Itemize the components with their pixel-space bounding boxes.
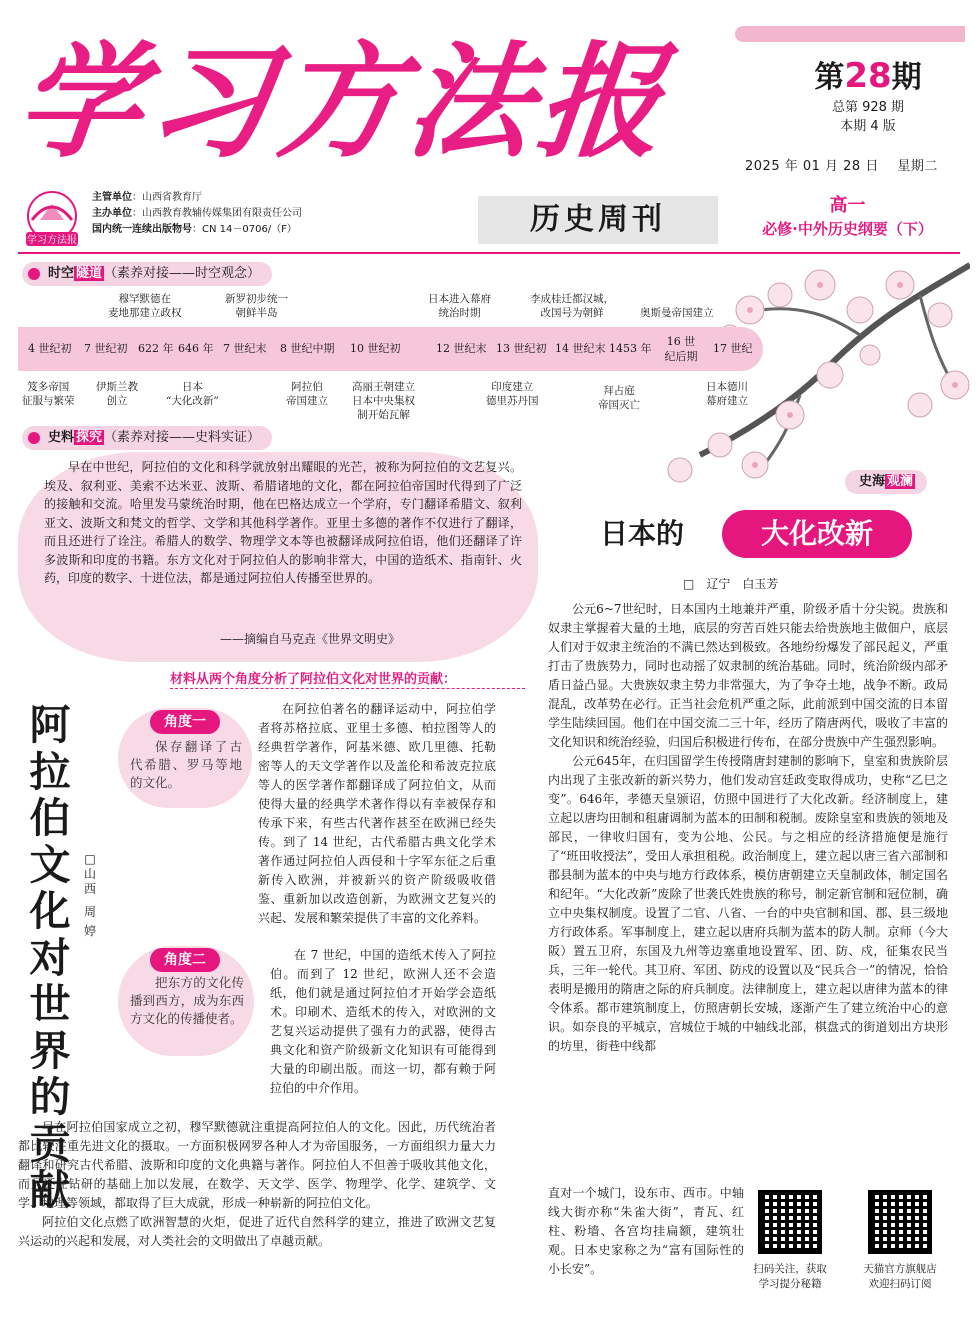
- qr-caption-left: 扫码关注，获取 学习提分秘籍: [753, 1263, 827, 1290]
- total-issue: 总第 928 期: [831, 100, 905, 115]
- timeline-label: 7 世纪初: [84, 342, 128, 355]
- angle-text-1: 保存翻译了古代希腊、罗马等地的文化。: [130, 739, 242, 790]
- timeline-event-top: 新罗初步统一 朝鲜半岛: [225, 293, 288, 319]
- timeline-event-top: 李成桂迁都汉城， 改国号为朝鲜: [530, 293, 614, 319]
- title-char: 对: [29, 933, 71, 982]
- publisher-line: 国内统一连续出版物号：CN 14－0706/（F）: [92, 224, 297, 235]
- author-char: 周: [83, 905, 96, 919]
- timeline-label: 16 世纪后期: [664, 335, 698, 363]
- timeline-event-bottom: 日本 “大化改新”: [166, 381, 219, 407]
- title-char: 文: [29, 840, 71, 889]
- title-char: 化: [29, 887, 71, 935]
- article-paragraph: 早在阿拉伯国家成立之初，穆罕默德就注重提高阿拉伯人的文化。因此，历代统治者都比较注重先进文化的摄取。一方面积极网罗各种人才为帝国服务，一方面组织力量大力翻译和研究古代希腊、波斯和印度的文化典籍与著作。阿拉伯人不但善于吸收其他文化，而且还在钻研的基础上加以发展，在数学、天文学、医学、物理学、化学、建筑学、文学、地理等领域，都取得了巨大成就，形成一种崭新的阿拉伯文化。 阿拉伯文化点燃了欧洲智慧的火炬，促进了近代自然科学的建立，推进了欧洲文艺复兴运动的兴起和发展，对人类社会的文明做出了卓越贡献。: [18, 1120, 496, 1248]
- author-char: 山: [83, 867, 96, 881]
- article-author: [82, 852, 98, 939]
- divider: [18, 252, 960, 254]
- title-char: 世: [29, 980, 71, 1028]
- section-tag-material: 史料 探究 （素养对接——史料实证）: [22, 426, 272, 450]
- article-title-highlight: 大化改新: [722, 510, 912, 558]
- timeline-event-bottom: 拜占庭 帝国灭亡: [598, 385, 640, 411]
- angle-text-2: 把东方的文化传播到西方，成为东西方文化的传播使者。: [130, 975, 244, 1026]
- title-char: 伯: [29, 794, 71, 842]
- timeline-event-top: 日本进入幕府 统治时期: [428, 293, 491, 319]
- bullet-icon: [28, 432, 40, 444]
- timeline-label: 13 世纪初: [496, 342, 547, 355]
- qr-caption-right: 天猫官方旗舰店 欢迎扫码订阅: [863, 1263, 937, 1290]
- article-paragraph: 在 7 世纪，中国的造纸术传入了阿拉伯。而到了 12 世纪，欧洲人还不会造纸，他们就是通过阿拉伯才开始学会造纸术。印刷术、造纸术的传入，对欧洲的文艺复兴运动提供了强有力的武器，使得古典文化和资产阶级新文化知识有可能得到大量的印刷出版。而这一切，都有赖于阿拉伯的中介作用。: [270, 948, 496, 1095]
- timeline-label: 1453 年: [609, 342, 652, 355]
- issue-number-line: [768, 56, 968, 98]
- timeline-label: 7 世纪末: [223, 342, 267, 355]
- author-char: □: [84, 852, 96, 866]
- blossom-illustration: [500, 255, 970, 490]
- newspaper-logo: [18, 190, 86, 250]
- timeline-label: 12 世纪末: [436, 342, 487, 355]
- timeline-label: 8 世纪中期: [280, 342, 335, 355]
- section-tag-timeline: 时空 隧道 （素养对接——时空观念）: [22, 262, 272, 286]
- timeline-event-bottom: 阿拉伯 帝国建立: [286, 381, 328, 407]
- lead-line: 材料从两个角度分析了阿拉伯文化对世界的贡献：: [170, 672, 457, 687]
- timeline-event-bottom: 笈多帝国 征服与繁荣: [22, 381, 75, 407]
- article-paragraph: 直对一个城门，设东市、西市。中轴线大街亦称“朱雀大街”，青瓦、红柱、粉墙、各宫均挂扁额，建筑壮观。日本史家称之为“富有国际性的小长安”。: [548, 1186, 744, 1276]
- timeline-label: 10 世纪初: [350, 342, 401, 355]
- angle-tag-2: 角度二: [150, 948, 220, 972]
- publisher-line: 主管单位：山西省教育厅: [92, 192, 202, 203]
- timeline-label: 17 世纪: [713, 342, 753, 355]
- qr-code-icon[interactable]: [868, 1190, 932, 1254]
- title-char: 献: [29, 1166, 71, 1214]
- quote-source: ——摘编自马克垚《世界文明史》: [220, 632, 401, 646]
- article-author: □ 辽宁 白玉芳: [683, 577, 779, 591]
- issue-suffix: 期: [891, 60, 922, 95]
- timeline-event-bottom: 日本德川 幕府建立: [706, 381, 748, 407]
- timeline-event-bottom: 伊斯兰教 创立: [96, 381, 138, 407]
- section-tag-article: 史海 观澜: [845, 470, 927, 494]
- publisher-info: [92, 190, 302, 238]
- angle-tag-1: 角度一: [150, 710, 220, 734]
- dashed-divider: [170, 688, 525, 689]
- title-char: 拉: [29, 747, 71, 796]
- timeline-label: 646 年: [178, 342, 214, 355]
- weekly-section-title: 历史周刊: [478, 196, 718, 244]
- timeline-event-bottom: 高丽王朝建立 日本中央集权 制开始瓦解: [352, 381, 415, 421]
- issue-date: 2025 年 01 月 28 日 星期二: [745, 159, 938, 174]
- title-char: 界: [29, 1026, 71, 1075]
- timeline-label: 4 世纪初: [28, 342, 72, 355]
- timeline-label: 14 世纪末: [555, 342, 606, 355]
- issue-prefix: 第: [814, 60, 845, 95]
- article-paragraph: 在阿拉伯著名的翻译运动中，阿拉伯学者将苏格拉底、亚里士多德、柏拉图等人的经典哲学著作，阿基米德、欧几里德、托勒密等人的天文学著作以及盖伦和希波克拉底等人的医学著作都翻译成了阿拉伯文，从而使得大量的经典学术著作得以有幸被保存和传承下来，有些古代著作甚至在欧洲已经失传。到了 14 世纪，古代希腊古典文化学术著作通过阿拉伯人西侵和十字军东征之后重新传入欧洲，并被新兴的资产阶级吸收借鉴、重新加以改造创新，为欧洲文艺复兴的兴起、发展和繁荣提供了丰富的文化养料。: [258, 702, 496, 925]
- newspaper-title: 学习方法报: [10, 31, 676, 175]
- grade-label: 高一: [829, 195, 866, 216]
- grade-info: [735, 194, 960, 240]
- timeline-event-top: 奥斯曼帝国建立: [640, 307, 714, 319]
- issue-bar: [735, 26, 965, 42]
- timeline-label: 622 年: [138, 342, 174, 355]
- title-char: 的: [29, 1073, 71, 1121]
- publisher-line: 主办单位：山西教育教辅传媒集团有限责任公司: [92, 208, 302, 219]
- author-char: 婷: [83, 924, 96, 938]
- timeline-event-top: 穆罕默德在 麦地那建立政权: [108, 293, 182, 319]
- bullet-icon: [28, 268, 40, 280]
- course-label: 必修·中外历史纲要（下）: [762, 220, 933, 238]
- logo-text: 学习方法报: [27, 235, 77, 246]
- quote-text: 早在中世纪，阿拉伯的文化和科学就放射出耀眼的光芒，被称为阿拉伯的文艺复兴。埃及、叙利亚、美索不达米亚、波斯、希腊诸地的文化，都在阿拉伯帝国时代得到了广泛的接触和交流。哈里发马蒙统治时期，他在巴格达成立一个学府，专门翻译希腊文、叙利亚文、波斯文和梵文的哲学、文学和其他科学著作。亚里士多德的著作不仅进行了翻译，而且还进行了诠注。希腊人的数学、物理学文本等也被翻译成阿拉伯语，他们还翻译了许多波斯和印度的书籍。东方文化对于阿拉伯人的影响非常大，中国的造纸术、指南针、火药，印度的数字、十进位法，都是通过阿拉伯人传播至世界的。: [44, 460, 522, 585]
- pages-count: 本期 4 版: [840, 119, 896, 134]
- masthead: [10, 28, 718, 178]
- article-paragraph: 公元6~7世纪时，日本国内土地兼并严重，阶级矛盾十分尖锐。贵族和奴隶主掌握着大量的土地，底层的穷苦百姓只能去给贵族地主做佃户，底层人们对于奴隶主统治的不满已然达到极致。各地纷纷爆发了部民起义，严重打击了贵族势力，同时也动摇了奴隶制的统治基础。同时，统治阶级内部矛盾日益凸显。大贵族奴隶主势力非常强大，为了争夺土地，战争不断。政局混乱，改革势在必行。正当社会危机严重之际，此前派到中国交流的日本留学生陆续回国。他们在中国交流二三十年，经历了隋唐两代，吸收了丰富的文化知识和统治经验，归国后积极进行传布，在部分贵族中产生强烈影响。 公元645年，在归国留学生传授隋唐封建制的影响下，皇室和贵族阶层内出现了主张改新的新兴势力，他们发动宫廷政变取得成功，史称“乙巳之变”。646年，孝德天皇颁诏，仿照中国进行了大化改新。经济制度上，建立起以唐均田制和租庸调制为蓝本的田制和税制。废除皇室和贵族的领地及部民，一律收归国有，变为公地、公民。与之相应的经济措施便是施行了“班田收授法”，受田人承担租税。政治制度上，建立起以唐三省六部制和郡县制为蓝本的中央与地方行政体系，模仿唐朝建立天皇制政体，制定国名和纪年。“大化改新”废除了世袭氏姓贵族的称号，制定新官制和冠位制，确立中央集权制度。设置了二官、八省、一台的中央官制和国、郡、县三级地方行政体系。军事制度上，建立起以唐府兵制为蓝本的防人制。京师（今大阪）置五卫府，东国及九州等边塞重地设置军、团、防、戍，征集农民当兵，三年一轮代。其卫府、军团、防戍的设置以及“民兵合一”的情况，恰恰表明是搬用的隋唐之际的府兵制度。法律制度上，建立起以唐律为蓝本的律令体系。都市建筑制度上，仿照唐朝长安城，逐渐产生了建立统治中心的意识。如奈良的平城京，宫城位于城的中轴线北部，棋盘式的街道划出方块形的坊里，街巷中线都: [548, 602, 948, 1053]
- author-char: 西: [83, 882, 96, 896]
- qr-code-icon[interactable]: [758, 1190, 822, 1254]
- timeline-event-bottom: 印度建立 德里苏丹国: [486, 381, 539, 407]
- issue-number: 28: [844, 56, 892, 96]
- article-title: 日本的: [600, 517, 685, 550]
- title-char: 阿: [29, 701, 71, 749]
- issue-box: [768, 56, 968, 136]
- title-char: 贡: [29, 1119, 71, 1168]
